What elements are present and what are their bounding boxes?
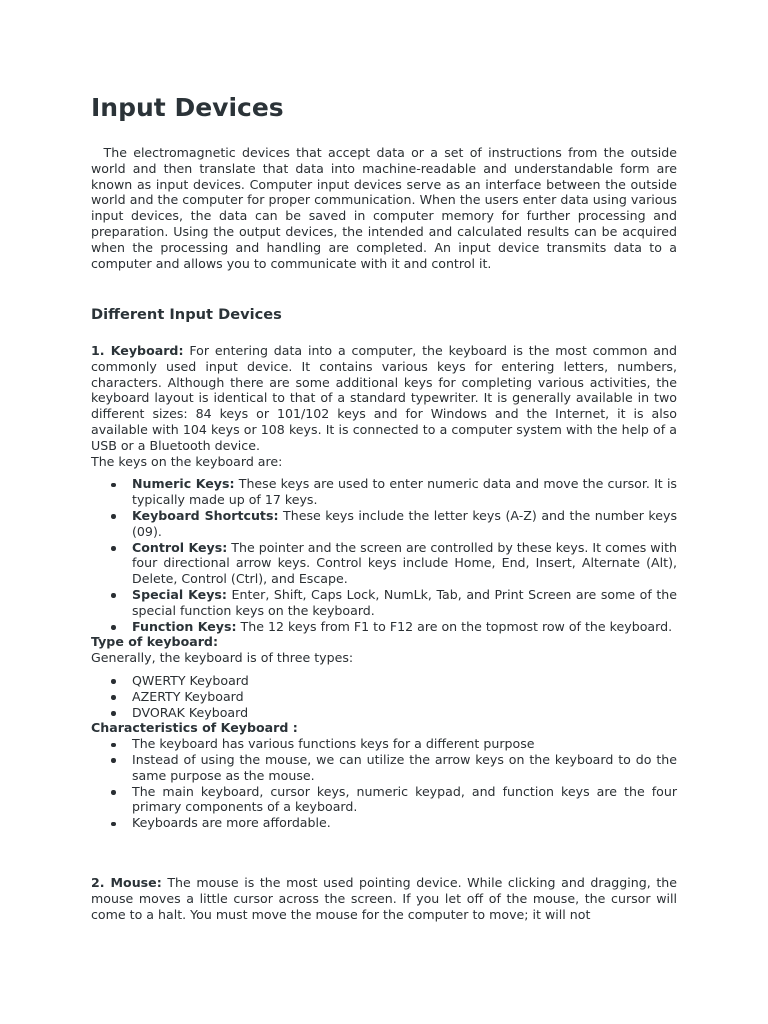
intro-paragraph (91, 145, 677, 271)
key-label: Numeric Keys: (132, 476, 235, 492)
keyboard-label: 1. Keyboard: (91, 343, 184, 358)
key-text: The pointer and the screen are controlled by these keys. It comes with four directional arrow keys. Control keys include Home, End, Insert, Alternate (Alt), Delete, Control (Ctrl), and Escape. (132, 539, 678, 587)
list-item (91, 476, 677, 508)
key-text: These keys include the letter keys (A-Z) and the number keys (09). (132, 507, 678, 539)
section-heading: Different Input Devices (91, 306, 282, 323)
keyboard-section (91, 343, 677, 831)
keys-list (91, 476, 677, 634)
keyboard-paragraph (91, 343, 677, 454)
key-text: The 12 keys from F1 to F12 are on the topmost row of the keyboard. (236, 618, 673, 634)
types-list (91, 673, 677, 720)
key-label: Function Keys: (132, 618, 237, 634)
mouse-label: 2. Mouse: (91, 875, 162, 890)
list-item: Instead of using the mouse, we can utilize the arrow keys on the keyboard to do the same purpose as the mouse. (91, 752, 677, 784)
list-item (91, 587, 677, 619)
list-item: Keyboards are more affordable. (91, 815, 677, 831)
intro-text: The electromagnetic devices that accept data or a set of instructions from the outside world and then translate that data into machine-readable and understandable form are known as input devices. Computer input devices serve as an interface between the outside world and the computer for proper communication. When the users enter data using various input devices, the data can be saved in computer memory for further processing and preparation. Using the output devices, the intended and calculated results can be acquired when the processing and handling are completed. An input device transmits data to a computer and allows you to communicate with it and control it. (91, 145, 678, 271)
list-item (91, 508, 677, 540)
keyboard-text: For entering data into a computer, the keyboard is the most common and commonly used input device. It contains various keys for entering letters, numbers, characters. Although there are some additional keys for completing various activities, the keyboard layout is identical to that of a standard typewriter. It is generally available in two different sizes: 84 keys or 101/102 keys and for Windows and the Internet, it is also available with 104 keys or 108 keys. It is connected to a computer system with the help of a USB or a Bluetooth device. (91, 343, 677, 453)
key-label: Keyboard Shortcuts: (132, 507, 279, 523)
list-item: The keyboard has various functions keys for a different purpose (91, 736, 677, 752)
list-item: DVORAK Keyboard (91, 705, 677, 721)
key-label: Control Keys: (132, 539, 228, 555)
characteristics-heading: Characteristics of Keyboard : (91, 720, 298, 736)
key-label: Special Keys: (132, 586, 227, 602)
mouse-text: The mouse is the most used pointing device. While clicking and dragging, the mouse moves a little cursor across the screen. If you let off of the mouse, the cursor will come to a halt. You must move the mouse for the computer to move; it will not (91, 875, 678, 922)
keys-intro: The keys on the keyboard are: (91, 453, 283, 469)
list-item: The main keyboard, cursor keys, numeric keypad, and function keys are the four primary components of a keyboard. (91, 784, 677, 816)
page-title: Input Devices (91, 93, 284, 122)
key-text: These keys are used to enter numeric data and move the cursor. It is typically made up of 17 keys. (132, 476, 677, 508)
list-item (91, 619, 677, 635)
list-item: AZERTY Keyboard (91, 689, 677, 705)
list-item (91, 540, 677, 587)
key-text: Enter, Shift, Caps Lock, NumLk, Tab, and Print Screen are some of the special function keys on the keyboard. (132, 586, 678, 618)
list-item: QWERTY Keyboard (91, 673, 677, 689)
types-heading: Type of keyboard: (91, 634, 218, 650)
types-intro: Generally, the keyboard is of three types: (91, 650, 354, 666)
mouse-paragraph (91, 875, 677, 922)
characteristics-list (91, 736, 677, 831)
